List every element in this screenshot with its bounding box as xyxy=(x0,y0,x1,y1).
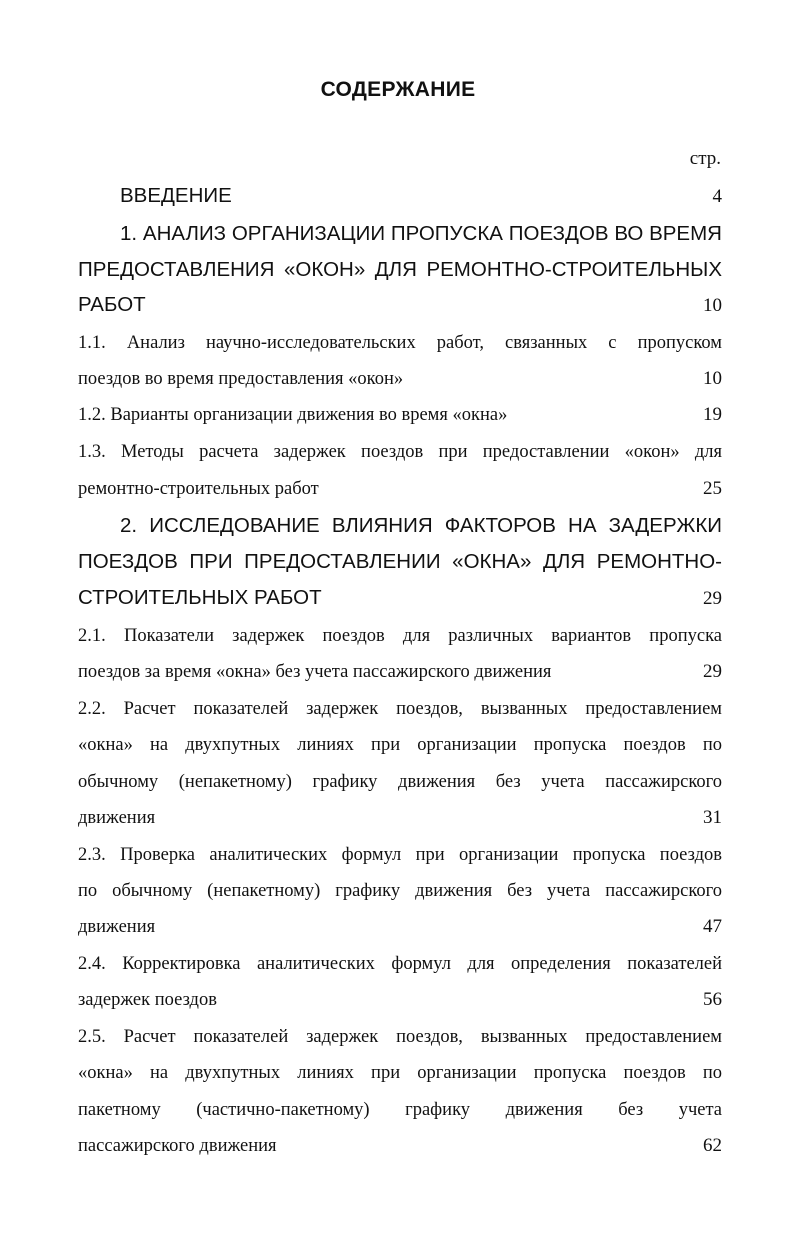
toc-page-number: 47 xyxy=(703,916,722,937)
toc-entry-title: СТРОИТЕЛЬНЫХ РАБОТ xyxy=(78,586,322,609)
toc-section-2-5-line-3: пакетному (частично-пакетному) графику движения без учета xyxy=(78,1100,722,1120)
toc-entry-title: поездов за время «окна» без учета пассажирского движения xyxy=(78,662,552,682)
toc-entry-title: РАБОТ xyxy=(78,293,146,316)
toc-entry-title: задержек поездов xyxy=(78,990,217,1010)
toc-entry-title: пассажирского движения xyxy=(78,1136,277,1156)
toc-section-1-3-line-1: 1.3. Методы расчета задержек поездов при предоставлении «окон» для xyxy=(78,442,722,462)
toc-entry-title: ремонтно-строительных работ xyxy=(78,479,319,499)
toc-section-2-2-line-3: обычному (непакетному) графику движения без учета пассажирского xyxy=(78,772,722,792)
page-title: СОДЕРЖАНИЕ xyxy=(320,78,476,101)
toc-section-2-5-line-4 xyxy=(78,1131,722,1161)
toc-section-2-1-line-1: 2.1. Показатели задержек поездов для различных вариантов пропуска xyxy=(78,626,722,646)
toc-page-number: 10 xyxy=(703,295,722,316)
toc-page-number: 19 xyxy=(703,404,722,425)
toc-section-2-4-line-1: 2.4. Корректировка аналитических формул для определения показателей xyxy=(78,954,722,974)
toc-chapter-1-line-3 xyxy=(78,290,722,320)
toc-section-2-2-line-2: «окна» на двухпутных линиях при организации пропуска поездов по xyxy=(78,735,722,755)
toc-entry-title: поездов во время предоставления «окон» xyxy=(78,369,404,389)
toc-chapter-2-line-1: 2. ИССЛЕДОВАНИЕ ВЛИЯНИЯ ФАКТОРОВ НА ЗАДЕРЖКИ xyxy=(120,514,722,537)
toc-chapter-1-line-2: ПРЕДОСТАВЛЕНИЯ «ОКОН» ДЛЯ РЕМОНТНО-СТРОИТЕЛЬНЫХ xyxy=(78,258,722,281)
toc-section-2-3-line-2: по обычному (непакетному) графику движения без учета пассажирского xyxy=(78,881,722,901)
toc-section-2-3-line-1: 2.3. Проверка аналитических формул при организации пропуска поездов xyxy=(78,845,722,865)
toc-page-number: 29 xyxy=(703,661,722,682)
toc-entry-intro xyxy=(78,181,722,211)
toc-section-2-1-line-2 xyxy=(78,657,722,687)
toc-page-number: 62 xyxy=(703,1135,722,1156)
toc-page-number: 31 xyxy=(703,807,722,828)
toc-section-2-3-line-3 xyxy=(78,912,722,942)
toc-chapter-2-line-2: ПОЕЗДОВ ПРИ ПРЕДОСТАВЛЕНИИ «ОКНА» ДЛЯ РЕМОНТНО- xyxy=(78,550,722,573)
toc-chapter-1-line-1: 1. АНАЛИЗ ОРГАНИЗАЦИИ ПРОПУСКА ПОЕЗДОВ ВО ВРЕМЯ xyxy=(120,222,722,245)
toc-page-number: 56 xyxy=(703,989,722,1010)
toc-entry-title: движения xyxy=(78,917,156,937)
toc-section-1-1-line-1: 1.1. Анализ научно-исследовательских работ, связанных с пропуском xyxy=(78,333,722,353)
toc-chapter-2-line-3 xyxy=(78,583,722,613)
toc-section-1-1-line-2 xyxy=(78,364,722,394)
toc-section-2-4-line-2 xyxy=(78,985,722,1015)
toc-section-1-2 xyxy=(78,400,722,430)
toc-entry-title: 1.2. Варианты организации движения во время «окна» xyxy=(78,405,508,425)
toc-section-1-3-line-2 xyxy=(78,474,722,504)
toc-page-number: 29 xyxy=(703,588,722,609)
page-column-label: стр. xyxy=(689,148,721,169)
toc-section-2-2-line-1: 2.2. Расчет показателей задержек поездов, вызванных предоставлением xyxy=(78,699,722,719)
toc-entry-title: движения xyxy=(78,808,156,828)
toc-page-number: 4 xyxy=(712,186,722,207)
toc-section-2-2-line-4 xyxy=(78,803,722,833)
toc-page-number: 10 xyxy=(703,368,722,389)
toc-page-number: 25 xyxy=(703,478,722,499)
toc-section-2-5-line-2: «окна» на двухпутных линиях при организации пропуска поездов по xyxy=(78,1063,722,1083)
toc-entry-title: ВВЕДЕНИЕ xyxy=(120,184,232,207)
toc-section-2-5-line-1: 2.5. Расчет показателей задержек поездов, вызванных предоставлением xyxy=(78,1027,722,1047)
